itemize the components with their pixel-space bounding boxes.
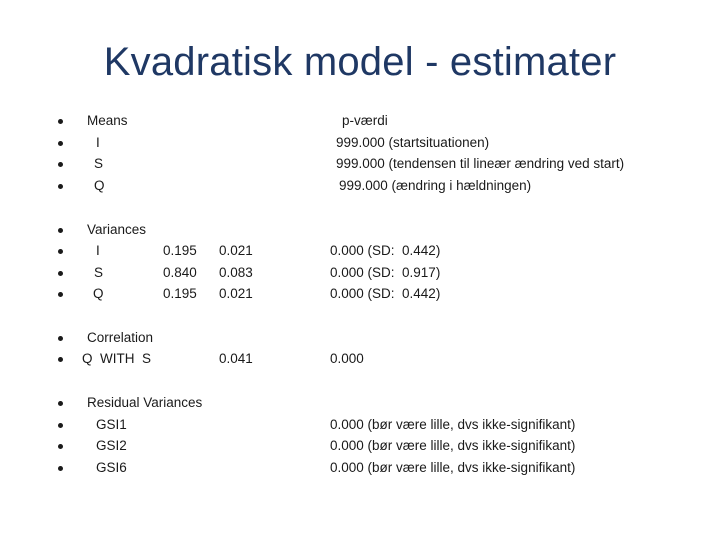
parameter-name: GSI1 bbox=[96, 417, 127, 432]
p-value: 999.000 (ændring i hældningen) bbox=[339, 178, 532, 193]
p-value: 0.000 (SD: 0.442) bbox=[330, 286, 441, 301]
parameter-name: I bbox=[96, 243, 100, 258]
se-value: 0.021 bbox=[219, 243, 253, 258]
p-value: 0.000 (SD: 0.917) bbox=[330, 265, 441, 280]
p-value: 999.000 (startsituationen) bbox=[336, 135, 490, 150]
se-value: 0.083 bbox=[219, 265, 253, 280]
bullet-icon bbox=[58, 184, 63, 189]
bullet-icon bbox=[58, 292, 63, 297]
parameter-name: Q bbox=[94, 178, 105, 193]
p-value: 999.000 (tendensen til lineær ændring ved start) bbox=[336, 156, 625, 171]
bullet-icon bbox=[58, 336, 63, 341]
slide-title: Kvadratisk model - estimater bbox=[103, 40, 617, 84]
bullet-icon bbox=[58, 444, 63, 449]
bullet-icon bbox=[58, 141, 63, 146]
parameter-name: Q bbox=[93, 286, 104, 301]
se-value: 0.021 bbox=[219, 286, 253, 301]
p-value: 0.000 (bør være lille, dvs ikke-signifikant) bbox=[330, 417, 576, 432]
bullet-icon bbox=[58, 357, 63, 362]
bullet-icon bbox=[58, 466, 63, 471]
parameter-name: GSI2 bbox=[96, 438, 127, 453]
estimate-value: 0.195 bbox=[163, 243, 197, 258]
p-value: 0.000 (bør være lille, dvs ikke-signifikant) bbox=[330, 438, 576, 453]
parameter-name: S bbox=[94, 265, 104, 280]
bullet-icon bbox=[58, 119, 63, 124]
estimate-value: 0.840 bbox=[163, 265, 197, 280]
p-value: 0.000 (SD: 0.442) bbox=[330, 243, 441, 258]
parameter-name: GSI6 bbox=[96, 460, 127, 475]
parameter-name: Q WITH S bbox=[82, 351, 151, 366]
header-p-value: p-værdi bbox=[342, 113, 388, 128]
bullet-icon bbox=[58, 401, 63, 406]
parameter-name: S bbox=[94, 156, 104, 171]
section-label: Means bbox=[87, 113, 128, 128]
se-value: 0.041 bbox=[219, 351, 253, 366]
estimate-value: 0.195 bbox=[163, 286, 197, 301]
bullet-icon bbox=[58, 249, 63, 254]
section-label: Correlation bbox=[87, 330, 154, 345]
p-value: 0.000 (bør være lille, dvs ikke-signifikant) bbox=[330, 460, 576, 475]
bullet-icon bbox=[58, 423, 63, 428]
section-label: Residual Variances bbox=[87, 395, 203, 410]
section-label: Variances bbox=[87, 222, 147, 237]
bullet-icon bbox=[58, 162, 63, 167]
bullet-icon bbox=[58, 271, 63, 276]
bullet-icon bbox=[58, 228, 63, 233]
parameter-name: I bbox=[96, 135, 100, 150]
p-value: 0.000 bbox=[330, 351, 364, 366]
